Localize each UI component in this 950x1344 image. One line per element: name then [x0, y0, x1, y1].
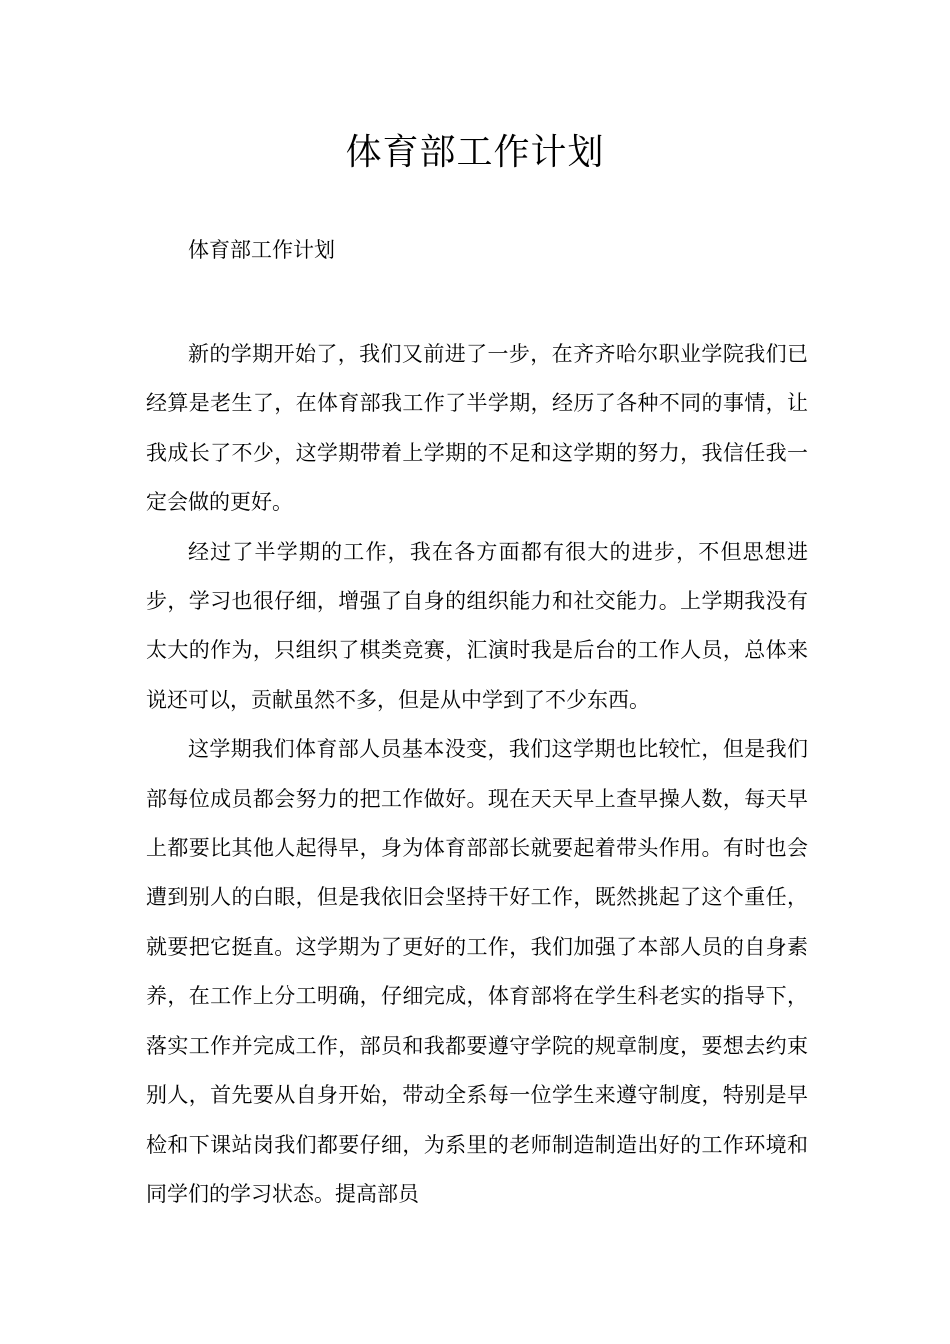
document-title: 体育部工作计划	[345, 132, 605, 173]
paragraph-1: 新的学期开始了，我们又前进了一步，在齐齐哈尔职业学院我们已经算是老生了，在体育部我工作了半学期，经历了各种不同的事情，让我成长了不少，这学期带着上学期的不足和这学期的努力，我信任我一定会做的更好。	[146, 342, 808, 515]
document-body	[146, 330, 808, 1219]
paragraph-3: 这学期我们体育部人员基本没变，我们这学期也比较忙，但是我们部每位成员都会努力的把工作做好。现在天天早上查早操人数，每天早上都要比其他人起得早，身为体育部部长就要起着带头作用。有时也会遭到别人的白眼，但是我依旧会坚持干好工作，既然挑起了这个重任，就要把它挺直。这学期为了更好的工作，我们加强了本部人员的自身素养，在工作上分工明确，仔细完成，体育部将在学生科老实的指导下，落实工作并完成工作，部员和我都要遵守学院的规章制度，要想去约束别人，首先要从自身开始，带动全系每一位学生来遵守制度，特别是早检和下课站岗我们都要仔细，为系里的老师制造制造出好的工作环境和同学们的学习状态。提高部员	[146, 737, 808, 1206]
paragraph-2: 经过了半学期的工作，我在各方面都有很大的进步，不但思想进步，学习也很仔细，增强了自身的组织能力和社交能力。上学期我没有太大的作为，只组织了棋类竞赛，汇演时我是后台的工作人员，总体来说还可以，贡献虽然不多，但是从中学到了不少东西。	[146, 539, 808, 712]
document-subtitle: 体育部工作计划	[188, 238, 335, 262]
